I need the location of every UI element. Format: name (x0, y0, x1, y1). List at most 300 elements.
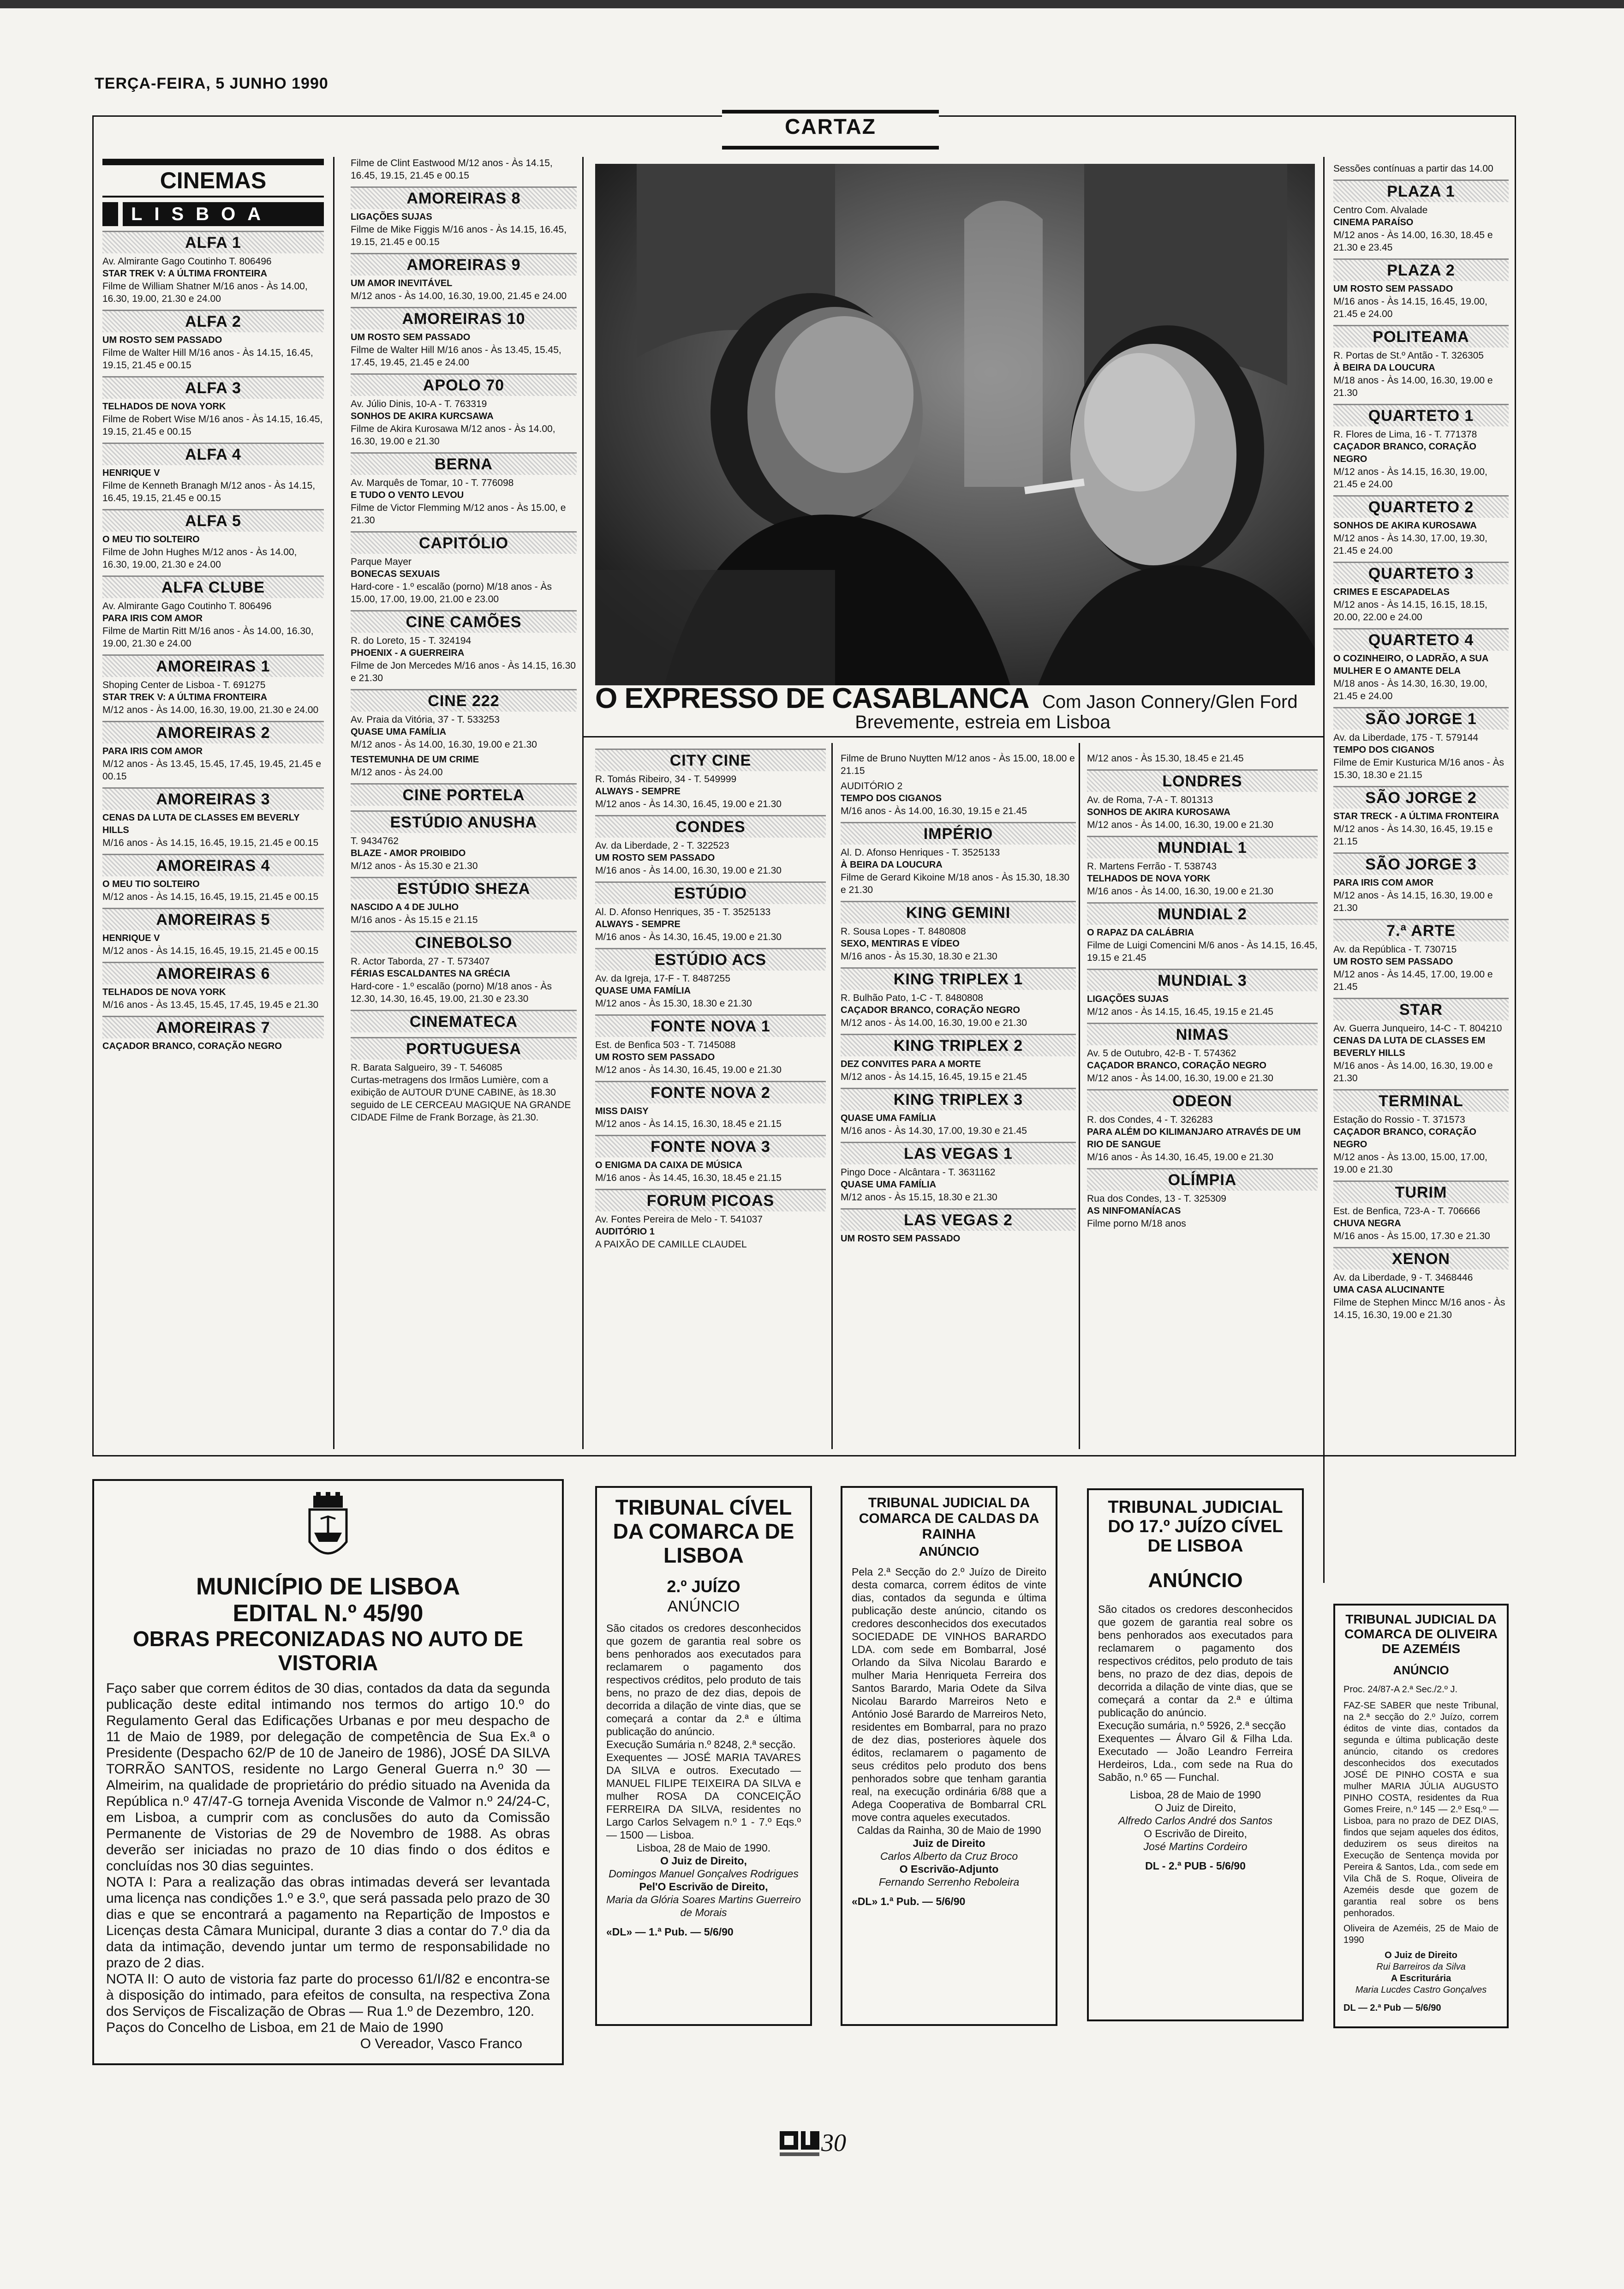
listing-title: CAÇADOR BRANCO, CORAÇÃO NEGRO (841, 1005, 1020, 1015)
listing-title: CENAS DA LUTA DE CLASSES EM BEVERLY HILLS (102, 813, 300, 835)
listing-title: SONHOS DE AKIRA KUROSAWA (1333, 521, 1477, 531)
listing-title: DEZ CONVITES PARA A MORTE (841, 1059, 981, 1069)
notice-footer: «DL» 1.ª Pub. — 5/6/90 (852, 1895, 966, 1907)
cinema-listing (102, 467, 324, 504)
notice-date: Lisboa, 28 de Maio de 1990 (1130, 1789, 1261, 1801)
listing-info: Filme de Mike Figgis M/16 anos - Às 14.15, 16.45, 19.15, 21.45 e 00.15 (351, 224, 567, 247)
listing-info: M/12 anos - Às 15.15, 18.30 e 21.30 (841, 1192, 997, 1203)
listing-info: M/12 anos - Às 14.30, 16.45, 19.00 e 21.30 (595, 799, 782, 809)
cinema-listing (351, 211, 577, 248)
listing-info: M/16 anos - Às 14.30, 16.45, 19.00 e 21.30 (1087, 1152, 1273, 1162)
notice-body: São citados os credores desconhecidos que gozem de garantia real sobre os bens penhorados aos executados para reclamarem o pagamento dos respectivos créditos, pelo produto de tais bens, no prazo de dez dias, depois de decorrida a dilação de vinte dias, que se começará a contar da 2.ª e última publicação do anúncio. (1098, 1603, 1293, 1719)
cinema-listing (102, 600, 324, 650)
listing-info: M/12 anos - Às 14.15, 16.45, 19.15, 21.45 e 00.15 (102, 946, 319, 956)
listing-info: M/16 anos - Às 14.00, 16.30, 19.00 e 21.30 (595, 865, 782, 876)
cinema-name: CONDES (595, 815, 826, 838)
cinema-listing (102, 401, 324, 438)
cinema-listing (1333, 810, 1509, 848)
cinema-listing (351, 955, 577, 1005)
city-banner (102, 202, 324, 226)
listing-addr: Est. de Benfica, 723-A - T. 706666 (1333, 1206, 1481, 1216)
notice-body: Pela 2.ª Secção do 2.º Juízo de Direito desta comarca, correm éditos de vinte dias, contados da segunda e última publicação deste anúncio, citando os credores desconhecidos dos executados SOCIEDADE DE VINHOS BARARDO LDA. com sede em Bombarral, José Orlando da Silva Nicolau Barardo e mulher Maria Henriqueta Ferreira dos Santos Barardo, Maria Odete da Silva Nicolau Barardo Marreiros Neto e António José Barardo de Marreiros Neto, residentes em Bombarral, para no prazo de dez dias, posteriores àquele dos éditos, reclamarem o pagamento de seus créditos pelo produto dos bens penhorados sobre que tenham garantia real, na execução ordinária 6/88 que a Adega Cooperativa de Bombarral CRL move contra aqueles executados. (852, 1566, 1046, 1823)
listing-info: M/16 anos - Às 14.00, 16.30, 19.15 e 21.45 (841, 806, 1027, 816)
listing-addr: R. Bulhão Pato, 1-C - T. 8480808 (841, 993, 983, 1003)
cinema-name: ALFA 3 (102, 376, 324, 399)
feature-photo (595, 164, 1315, 685)
notice-subject: OBRAS PRECONIZADAS NO AUTO DE VISTORIA (133, 1627, 523, 1675)
listing-info: Filme de Victor Flemming M/12 anos - Às 15.00, e 21.30 (351, 503, 566, 526)
listing-addr: Av. Júlio Dinis, 10-A - T. 763319 (351, 399, 487, 409)
cinema-name: FONTE NOVA 2 (595, 1081, 826, 1103)
listing-title: SONHOS DE AKIRA KUROSAWA (1087, 807, 1230, 817)
notice-clerk: Fernando Serrenho Reboleira (878, 1876, 1020, 1888)
listing-title: UM AMOR INEVITÁVEL (351, 278, 453, 288)
listing-info: M/12 anos - Às 14.00, 16.30, 18.45 e 21.30 e 23.45 (1333, 230, 1493, 253)
notice-footer: DL - 2.ª PUB - 5/6/90 (1145, 1860, 1246, 1872)
cinema-name: IMPÉRIO (841, 822, 1076, 845)
cinema-listing (595, 1105, 826, 1130)
cinema-listing (351, 901, 577, 926)
listing-info: M/16 anos - Às 14.45, 16.30, 18.45 e 21.15 (595, 1173, 782, 1183)
column-rule (1079, 743, 1080, 1449)
notice-process: Proc. 24/87-A 2.ª Sec./2.º J. (1343, 1684, 1458, 1695)
notice-judge-title: O Juiz de Direito, (1154, 1802, 1236, 1814)
listing-title: QUASE UMA FAMÍLIA (841, 1180, 937, 1190)
cinema-listing (841, 925, 1076, 963)
listing-info: Filme de Akira Kurosawa M/12 anos - Às 14.00, 16.30, 19.00 e 21.30 (351, 424, 555, 447)
listing-info: M/16 anos - Às 15.15 e 21.15 (351, 915, 478, 925)
listing-info: M/12 anos - Às 14.30, 16.45, 19.15 e 21.15 (1333, 824, 1493, 847)
notice-footer: «DL» — 1.ª Pub. — 5/6/90 (606, 1926, 734, 1938)
cinema-name: AMOREIRAS 9 (351, 253, 577, 276)
cinema-name: AMOREIRAS 6 (102, 962, 324, 984)
listing-info: Filme de John Hughes M/12 anos - Às 14.00, 16.30, 19.00, 21.30 e 24.00 (102, 547, 297, 570)
cinema-name: FONTE NOVA 3 (595, 1135, 826, 1157)
listing-addr: R. Sousa Lopes - T. 8480808 (841, 926, 966, 937)
cinema-listing (1333, 1271, 1509, 1321)
cinema-name: ALFA CLUBE (102, 575, 324, 598)
continued-listing (841, 752, 1076, 777)
cinema-name: ALFA 4 (102, 443, 324, 465)
cinema-listing (102, 533, 324, 571)
cinema-name: KING GEMINI (841, 901, 1076, 923)
notice-heading: TRIBUNAL JUDICIAL DA COMARCA DE CALDAS DA RAINHA (859, 1495, 1039, 1542)
cinema-listing (102, 1040, 324, 1053)
listing-column-6 (1333, 162, 1509, 1324)
cinema-name: LAS VEGAS 2 (841, 1208, 1076, 1231)
feature-photo-image (595, 164, 1315, 685)
notice-heading: TRIBUNAL JUDICIAL DO 17.º JUÍZO CÍVEL DE LISBOA (1108, 1498, 1283, 1556)
listing-title: NASCIDO A 4 DE JULHO (351, 902, 459, 912)
cinema-listing (841, 780, 1076, 817)
listing-addr: Est. de Benfica 503 - T. 7145088 (595, 1040, 736, 1050)
listing-title: O MEU TIO SOLTEIRO (102, 534, 200, 545)
cinema-name: AMOREIRAS 3 (102, 787, 324, 810)
listing-title: PHOENIX - A GUERREIRA (351, 648, 465, 658)
listing-title: STAR TRECK - A ÚLTIMA FRONTEIRA (1333, 811, 1499, 821)
listing-info: M/12 anos - Às 14.30, 17.00, 19.30, 21.45 e 24.00 (1333, 533, 1487, 556)
notice-body: FAZ-SE SABER que neste Tribunal, na 2.ª secção do 2.º Juízo, correm éditos de vinte dias, contados da segunda e última publicação deste anúncio, citando os credores desconhecidos dos executados JOSÉ DE PINHO COSTA e sua mulher MARIA JÚLIA AUGUSTO PINHO COSTA, residentes da Rua Gomes Freire, n.º 145 — 2.º Esq.º — Lisboa, para no prazo de DEZ DIAS, findos que sejam aqueles dos éditos, deduzirem os seus direitos na Execução de Sentença movida por Pereira & Santos, Lda., com sede em Vila Chã de S. Roque, Oliveira de Azeméis desde que gozem de garantia real sobre os bens penhorados. (1343, 1701, 1499, 1918)
listing-addr: R. dos Condes, 4 - T. 326283 (1087, 1115, 1213, 1125)
listing-addr: Av. 5 de Outubro, 42-B - T. 574362 (1087, 1048, 1236, 1059)
listing-addr: Centro Com. Alvalade (1333, 205, 1428, 216)
listing-title: O COZINHEIRO, O LADRÃO, A SUA MULHER E O AMANTE DELA (1333, 653, 1488, 676)
cinema-listing (1333, 204, 1509, 254)
listing-info: M/16 anos - Às 14.00, 16.30, 19.00 e 21.30 (1333, 1061, 1493, 1084)
listing-addr: Av. da Liberdade, 2 - T. 322523 (595, 840, 729, 851)
notice-parties: Exequentes — Álvaro Gil & Filha Lda. Executado — João Leandro Ferreira Herdeiros, Lda., com sede na Rua do Sabão, n.º 65 — Funchal. (1098, 1732, 1293, 1783)
cinema-name: ESTÚDIO SHEZA (351, 877, 577, 899)
cinema-name: ALFA 1 (102, 231, 324, 253)
listing-info: M/12 anos - Às 14.00, 16.30, 19.00 e 21.30 (351, 739, 537, 750)
cinema-listing (1333, 731, 1509, 781)
notice-body: Faço saber que correm éditos de 30 dias, contados da data da segunda publicação deste edital intimando nos termos do artigo 10.º do Regulamento Geral das Edificações Urbanas e por meu despacho de 11 de Maio de 1989, por delegação de competência de Sua Ex.ª o Presidente (Despacho 62/P de 10 de Janeiro de 1986), JOSÉ DA SILVA TORRÃO SANTOS, residente no Largo General Guerra n.º 30 — Almeirim, na qualidade de proprietário do prédio situado na Avenida da República n.º 47/47-G torneja Avenida Visconde de Valmor n.º 24/24-C, em Lisboa, a cumprir com as conclusões do auto da Comissão Permanente de Vistorias de 29 de Novembro de 1988. As obras deverão ser iniciadas no prazo de 10 dias findo o dos éditos e concluídas nos 30 dias seguintes. (106, 1681, 550, 1874)
notice-clerk: Maria Lucdes Castro Gonçalves (1355, 1985, 1487, 1995)
cinema-name: MUNDIAL 3 (1087, 969, 1318, 991)
notice-note-1: NOTA I: Para a realização das obras intimadas deverá ser levantada uma licença nas condições 1.º e 3.º, que será passada pelo prazo de 30 dias e que se encontrará a pagamento na Repartição de Impostos e Licenças desta Câmara Municipal, durante 3 dias a contar do 7.º dia da data da intimação, devendo juntar um termo de responsabilidade no prazo de 2 dias. (106, 1875, 550, 1971)
page-number (780, 2128, 854, 2161)
column-rule (831, 743, 833, 1449)
cinema-name: STAR (1333, 998, 1509, 1020)
notice-judge-title: O Juiz de Direito (1385, 1950, 1457, 1960)
cinema-name: QUARTETO 3 (1333, 562, 1509, 584)
feature-release: Brevemente, estreia em Lisboa (855, 712, 1111, 732)
cinema-name: OLÍMPIA (1087, 1168, 1318, 1191)
cinema-listing (841, 1233, 1076, 1245)
cinema-name: KING TRIPLEX 1 (841, 967, 1076, 990)
listing-info: Curtas-metragens dos Irmãos Lumière, com a exibição de AUTOUR D'UNE CABINE, às 18.30 seguido de LE CERCEAU MAGIQUE NA GRANDE CIDADE Filme de Frank Borzage, às 21.30. (351, 1075, 571, 1123)
listing-info: M/12 anos - Às 15.30 e 21.30 (351, 861, 478, 871)
cinema-listing (1333, 653, 1509, 702)
cinema-listing (1087, 1114, 1318, 1163)
cinema-listing (1333, 586, 1509, 623)
cinema-listing (102, 812, 324, 849)
listing-addr: Av. da Liberdade, 9 - T. 3468446 (1333, 1272, 1473, 1283)
cinema-name: PLAZA 1 (1333, 180, 1509, 202)
listing-addr: R. Flores de Lima, 16 - T. 771378 (1333, 429, 1477, 440)
cinema-name: CINEMATECA (351, 1010, 577, 1032)
listing-title: BONECAS SEXUAIS (351, 569, 440, 579)
cinema-listing (1333, 349, 1509, 399)
cinema-listing (351, 1061, 577, 1124)
listing-info: M/12 anos - Às 14.15, 16.45, 19.15, 21.45 e 00.15 (102, 892, 319, 902)
cinema-listing (1333, 1114, 1509, 1176)
column-rule (1323, 157, 1325, 1583)
cinema-listing (1333, 877, 1509, 914)
cinema-name: PORTUGUESA (351, 1037, 577, 1060)
notice-note-2: NOTA II: O auto de vistoria faz parte do processo 61/I/82 e encontra-se à disposição do intimado, para efeitos de consulta, na respectiva Zona dos Serviços de Fiscalização de Obras — Rua 1.º de Dezembro, 120. (106, 1971, 550, 2019)
cinema-name: ODEON (1087, 1089, 1318, 1112)
listing-addr: Rua dos Condes, 13 - T. 325309 (1087, 1193, 1226, 1204)
listing-info: Hard-core - 1.º escalão (porno) M/18 anos - Às 12.30, 14.30, 16.45, 19.00, 21.30 e 23.30 (351, 981, 552, 1004)
notice-17-juizo (1087, 1488, 1304, 2021)
notice-clerk-title: Pel'O Escrivão de Direito, (639, 1881, 768, 1893)
listing-info: M/12 anos - Às 14.15, 16.45, 19.15 e 21.45 (841, 1072, 1027, 1082)
listing-info: Sessões contínuas a partir das 14.00 (1333, 163, 1493, 174)
notice-judge-title: Juiz de Direito (913, 1837, 985, 1849)
cinema-name: LAS VEGAS 1 (841, 1142, 1076, 1164)
listing-addr: Av. da República - T. 730715 (1333, 944, 1457, 955)
notice-heading: TRIBUNAL JUDICIAL DA COMARCA DE OLIVEIRA DE AZEMÉIS (1344, 1612, 1498, 1656)
listing-title: CINEMA PARAÍSO (1333, 217, 1414, 228)
listing-info: M/12 anos - Às 13.45, 15.45, 17.45, 19.45, 21.45 e 00.15 (102, 759, 322, 782)
listing-addr: Av. Praia da Vitória, 37 - T. 533253 (351, 714, 500, 725)
listing-info: Hard-core - 1.º escalão (porno) M/18 anos - Às 15.00, 17.00, 19.00, 21.00 e 23.00 (351, 581, 552, 605)
listing-title: BLAZE - AMOR PROIBIDO (351, 848, 466, 858)
listing-title: FÉRIAS ESCALDANTES NA GRÉCIA (351, 969, 510, 979)
cinema-name: BERNA (351, 452, 577, 475)
listing-addr: R. Tomás Ribeiro, 34 - T. 549999 (595, 774, 737, 785)
listing-title: CHUVA NEGRA (1333, 1218, 1401, 1228)
listing-info: Filme de Luigi Comencini M/6 anos - Às 14.15, 16.45, 19.15 e 21.45 (1087, 940, 1318, 963)
notice-clerk-title: A Escriturária (1391, 1973, 1451, 1983)
listing-info: Filme de Gerard Kikoine M/18 anos - Às 15.30, 18.30 e 21.30 (841, 872, 1070, 895)
notice-date: Lisboa, 28 de Maio de 1990. (636, 1842, 771, 1854)
cinema-name: CINE PORTELA (351, 783, 577, 806)
cinema-name: LONDRES (1087, 769, 1318, 792)
cinema-listing (351, 277, 577, 302)
listing-info: M/12 anos - Às 14.00, 16.30, 19.00 e 21.30 (1087, 1073, 1273, 1084)
listing-title: QUASE UMA FAMÍLIA (351, 727, 447, 737)
cinema-name: 7.ª ARTE (1333, 919, 1509, 941)
listing-info: Filme de Jon Mercedes M/16 anos - Às 14.15, 16.30 e 21.30 (351, 660, 576, 683)
cinema-listing (102, 679, 324, 716)
notice-clerk: José Martins Cordeiro (1143, 1840, 1248, 1852)
notice-type: ANÚNCIO (919, 1544, 979, 1558)
listing-title: CAÇADOR BRANCO, CORAÇÃO NEGRO (1333, 442, 1476, 464)
cinema-name: ESTÚDIO ACS (595, 948, 826, 971)
cinema-name: KING TRIPLEX 2 (841, 1034, 1076, 1056)
listing-title: CENAS DA LUTA DE CLASSES EM BEVERLY HILLS (1333, 1036, 1486, 1058)
notice-parties: Exequentes — JOSÉ MARIA TAVARES DA SILVA e outros. Executado — MANUEL FILIPE TEIXEIRA DA SILVA e mulher ROSA DA CONCEIÇÃO FERREIRA DA SILVA, residentes no Largo Carlos Selvagem n.º 1 - 7.º Eqs.º — 1500 — Lisboa. (606, 1751, 801, 1841)
cinema-name: TERMINAL (1333, 1089, 1509, 1112)
listing-addr: Av. Almirante Gago Coutinho T. 806496 (102, 601, 272, 611)
cinema-listing (595, 972, 826, 1010)
listing-addr: Shoping Center de Lisboa - T. 691275 (102, 680, 266, 690)
listing-addr: Av. Almirante Gago Coutinho T. 806496 (102, 256, 272, 267)
listing-info: M/12 anos - Às 14.00, 16.30, 19.00 e 21.30 (1087, 820, 1273, 830)
listing-addr: Av. de Roma, 7-A - T. 801313 (1087, 795, 1213, 805)
cinema-listing (595, 1213, 826, 1251)
listing-title: LIGAÇÕES SUJAS (1087, 994, 1169, 1004)
listing-column-3 (595, 744, 826, 1253)
cinema-name: TURIM (1333, 1180, 1509, 1203)
cinema-name: KING TRIPLEX 3 (841, 1088, 1076, 1110)
listing-title: ALWAYS - SEMPRE (595, 919, 681, 929)
column-rule (582, 157, 584, 1449)
listing-info: M/12 anos - Às 13.00, 15.00, 17.00, 19.00 e 21.30 (1333, 1152, 1487, 1175)
cinema-listing (1087, 1192, 1318, 1230)
listing-title: UM ROSTO SEM PASSADO (595, 853, 715, 863)
notice-type: ANÚNCIO (1148, 1569, 1243, 1592)
notice-date: Caldas da Rainha, 30 de Maio de 1990 (857, 1824, 1041, 1836)
continued-listing (351, 157, 577, 182)
listing-info: M/16 anos - Às 14.30, 16.45, 19.00 e 21.30 (595, 932, 782, 942)
cinema-name: POLITEAMA (1333, 325, 1509, 348)
listing-addr: R. do Loreto, 15 - T. 324194 (351, 635, 472, 646)
cinema-listing (1333, 283, 1509, 320)
listing-column-2 (351, 157, 577, 1127)
city-name: LISBOA (131, 204, 273, 224)
cinema-name: AMOREIRAS 5 (102, 908, 324, 930)
notice-judge: Domingos Manuel Gonçalves Rodrigues (609, 1868, 799, 1880)
cinema-listing (102, 745, 324, 783)
listing-title: UM ROSTO SEM PASSADO (595, 1052, 715, 1062)
notice-execution: Execução sumária, n.º 5926, 2.ª secção (1098, 1720, 1286, 1732)
listing-addr: Av. Guerra Junqueiro, 14-C - T. 804210 (1333, 1023, 1502, 1034)
cinema-listing (841, 1112, 1076, 1137)
cinema-listing (841, 846, 1076, 896)
listing-info: M/12 anos - Às 14.15, 16.15, 18.15, 20.00, 22.00 e 24.00 (1333, 599, 1487, 623)
listing-info: Filme de Robert Wise M/16 anos - Às 14.15, 16.45, 19.15, 21.45 e 00.15 (102, 414, 323, 437)
listing-info: Filme de Kenneth Branagh M/12 anos - Às 14.15, 16.45, 19.15, 21.45 e 00.15 (102, 480, 316, 503)
listing-title: UMA CASA ALUCINANTE (1333, 1285, 1445, 1295)
listing-column-4 (841, 752, 1076, 1248)
listing-info: M/18 anos - Às 14.00, 16.30, 19.00 e 21.30 (1333, 375, 1493, 398)
cinema-listing (1087, 993, 1318, 1018)
notice-heading: TRIBUNAL CÍVEL DA COMARCA DE LISBOA (613, 1495, 794, 1567)
cinema-name: MUNDIAL 1 (1087, 836, 1318, 858)
notice-oliveira-de-azemeis (1333, 1604, 1509, 2028)
listing-title: O ENIGMA DA CAIXA DE MÚSICA (595, 1160, 742, 1170)
listing-title: STAR TREK V: A ÚLTIMA FRONTEIRA (102, 269, 268, 279)
notice-type: ANÚNCIO (667, 1598, 740, 1615)
listing-title: QUASE UMA FAMÍLIA (841, 1113, 937, 1123)
cinema-name: MUNDIAL 2 (1087, 902, 1318, 925)
listing-info: M/16 anos - Às 14.30, 17.00, 19.30 e 21.45 (841, 1126, 1027, 1136)
cinema-name: NIMAS (1087, 1023, 1318, 1045)
cinema-listing (102, 932, 324, 957)
cinema-listing (1333, 520, 1509, 557)
cinema-listing (1087, 1047, 1318, 1085)
listing-info: M/16 anos - Às 14.00, 16.30, 19.00 e 21.30 (1087, 886, 1273, 897)
listing-info: M/12 anos - Às 14.15, 16.30, 18.45 e 21.15 (595, 1119, 782, 1129)
cinema-listing (351, 835, 577, 872)
listing-title: UM ROSTO SEM PASSADO (102, 335, 222, 345)
cinema-name: ESTÚDIO (595, 881, 826, 904)
listing-info: M/12 anos - Às 14.30, 16.45, 19.00 e 21.30 (595, 1065, 782, 1075)
listing-addr: Al. D. Afonso Henriques - T. 3525133 (841, 847, 1000, 858)
notice-body: São citados os credores desconhecidos que gozem de garantia real sobre os bens penhorados aos executados para reclamarem o pagamento dos respectivos créditos, pelo produto de tais bens, no prazo de dez dias, depois de decorrida a dilação de vinte dias, que se começará a contar da 2.ª e última publicação do anúncio. (606, 1622, 801, 1738)
notice-municipio (92, 1479, 564, 2065)
cinema-name: FONTE NOVA 1 (595, 1014, 826, 1037)
listing-info: M/16 anos - Às 14.15, 16.45, 19.00, 21.45 e 24.00 (1333, 296, 1487, 319)
notice-clerk-title: O Escrivão-Adjunto (899, 1863, 999, 1875)
notice-closing: Paços do Concelho de Lisboa, em 21 de Maio de 1990 (106, 2020, 443, 2035)
cinema-listing (841, 1166, 1076, 1204)
notice-subheading: EDITAL N.º 45/90 (233, 1600, 424, 1627)
listing-title: CAÇADOR BRANCO, CORAÇÃO NEGRO (1333, 1127, 1476, 1150)
cinema-name: AMOREIRAS 10 (351, 307, 577, 330)
listing-title: O MEU TIO SOLTEIRO (102, 879, 200, 889)
listing-addr: AUDITÓRIO 2 (841, 781, 903, 791)
listing-addr: T. 9434762 (351, 836, 399, 846)
listing-title: À BEIRA DA LOUCURA (841, 860, 943, 870)
listing-title: CAÇADOR BRANCO, CORAÇÃO NEGRO (102, 1041, 282, 1051)
column-rule (333, 157, 334, 1449)
cinema-name: SÃO JORGE 1 (1333, 707, 1509, 730)
page-number-text: 30 (821, 2129, 846, 2157)
cinema-listing (102, 334, 324, 372)
listing-info: M/18 anos - Às 14.30, 16.30, 19.00, 21.45 e 24.00 (1333, 678, 1487, 701)
listing-info: M/12 anos - Às 14.00, 16.30, 19.00, 21.30 e 24.00 (102, 705, 319, 715)
listing-addr: Av. Fontes Pereira de Melo - T. 541037 (595, 1214, 763, 1225)
listing-addr: R. Actor Taborda, 27 - T. 573407 (351, 956, 490, 967)
cinema-listing (351, 556, 577, 605)
listing-title: CRIMES E ESCAPADELAS (1333, 587, 1450, 597)
cinema-listing (102, 986, 324, 1011)
listing-info: M/12 anos - Às 14.15, 16.30, 19.00 e 21.30 (1333, 890, 1493, 913)
page-date: TERÇA-FEIRA, 5 JUNHO 1990 (95, 75, 328, 92)
listing-info: Filme de Martin Ritt M/16 anos - Às 14.00, 16.30, 19.00, 21.30 e 24.00 (102, 626, 314, 649)
notice-subheading: 2.º JUÍZO (667, 1577, 740, 1596)
listing-title: PARA IRIS COM AMOR (102, 746, 203, 756)
listing-info: Filme de Bruno Nuytten M/12 anos - Às 15.00, 18.00 e 21.15 (841, 753, 1075, 776)
listing-title: AS NINFOMANÍACAS (1087, 1206, 1181, 1216)
cinema-listing (841, 992, 1076, 1029)
cinema-listing (351, 754, 577, 779)
cinema-name: QUARTETO 1 (1333, 404, 1509, 426)
notice-clerk: Maria da Glória Soares Martins Guerreiro de Morais (606, 1894, 801, 1918)
cinema-name: ALFA 2 (102, 310, 324, 332)
listing-addr: Av. da Liberdade, 175 - T. 579144 (1333, 732, 1479, 743)
listing-addr: Av. da Igreja, 17-F - T. 8487255 (595, 973, 731, 984)
listing-title: LIGAÇÕES SUJAS (351, 212, 432, 222)
cinemas-title: CINEMAS (102, 159, 324, 198)
notice-clerk-title: O Escrivão de Direito, (1144, 1828, 1247, 1840)
notice-heading: MUNICÍPIO DE LISBOA (196, 1573, 460, 1600)
listing-title: O RAPAZ DA CALÁBRIA (1087, 928, 1194, 938)
cinema-name: AMOREIRAS 8 (351, 186, 577, 209)
listing-addr: Pingo Doce - Alcântara - T. 3631162 (841, 1167, 996, 1178)
listing-info: Filme porno M/18 anos (1087, 1218, 1186, 1229)
cinema-name: AMOREIRAS 2 (102, 721, 324, 743)
listing-title: QUASE UMA FAMÍLIA (595, 986, 691, 996)
cinema-listing (595, 1039, 826, 1076)
listing-title: HENRIQUE V (102, 933, 160, 943)
cinema-listing (102, 878, 324, 903)
listing-addr: R. Portas de St.º Antão - T. 326305 (1333, 350, 1484, 361)
listing-info: Filme de William Shatner M/16 anos - Às 14.00, 16.30, 19.00, 21.30 e 24.00 (102, 281, 308, 304)
listing-title: TELHADOS DE NOVA YORK (102, 401, 226, 412)
notice-date: Oliveira de Azeméis, 25 de Maio de 1990 (1343, 1923, 1499, 1945)
listing-title: UM ROSTO SEM PASSADO (841, 1234, 961, 1244)
listing-title: E TUDO O VENTO LEVOU (351, 490, 464, 500)
listing-info: M/12 anos - Às 14.00, 16.30, 19.00, 21.45 e 24.00 (351, 291, 567, 301)
cinema-name: ALFA 5 (102, 509, 324, 532)
listing-info: M/12 anos - Às 14.45, 17.00, 19.00 e 21.45 (1333, 969, 1493, 992)
cinema-name: XENON (1333, 1247, 1509, 1270)
listing-title: UM ROSTO SEM PASSADO (1333, 284, 1453, 294)
notice-signer: O Vereador, Vasco Franco (360, 2036, 522, 2051)
listing-title: TEMPO DOS CIGANOS (841, 793, 942, 803)
cinema-listing (841, 1058, 1076, 1083)
feature-cast: Com Jason Connery/Glen Ford (1042, 692, 1298, 712)
feature-title: O EXPRESSO DE CASABLANCA (595, 683, 1029, 714)
listing-addr: R. Barata Salgueiro, 39 - T. 546085 (351, 1062, 502, 1073)
notice-judge: Carlos Alberto da Cruz Broco (880, 1850, 1018, 1862)
cinema-name: SÃO JORGE 3 (1333, 852, 1509, 875)
listing-title: MISS DAISY (595, 1106, 649, 1116)
cinema-listing (595, 1159, 826, 1184)
cinema-listing (595, 773, 826, 810)
listing-title: TESTEMUNHA DE UM CRIME (351, 755, 479, 765)
listing-info: M/16 anos - Às 14.15, 16.45, 19.15, 21.45 e 00.15 (102, 838, 319, 848)
listing-title: TELHADOS DE NOVA YORK (1087, 874, 1211, 884)
notice-judge-title: O Juiz de Direito, (660, 1855, 747, 1867)
cinema-name: PLAZA 2 (1333, 258, 1509, 281)
listing-info: M/16 anos - Às 13.45, 15.45, 17.45, 19.45 e 21.30 (102, 1000, 319, 1010)
